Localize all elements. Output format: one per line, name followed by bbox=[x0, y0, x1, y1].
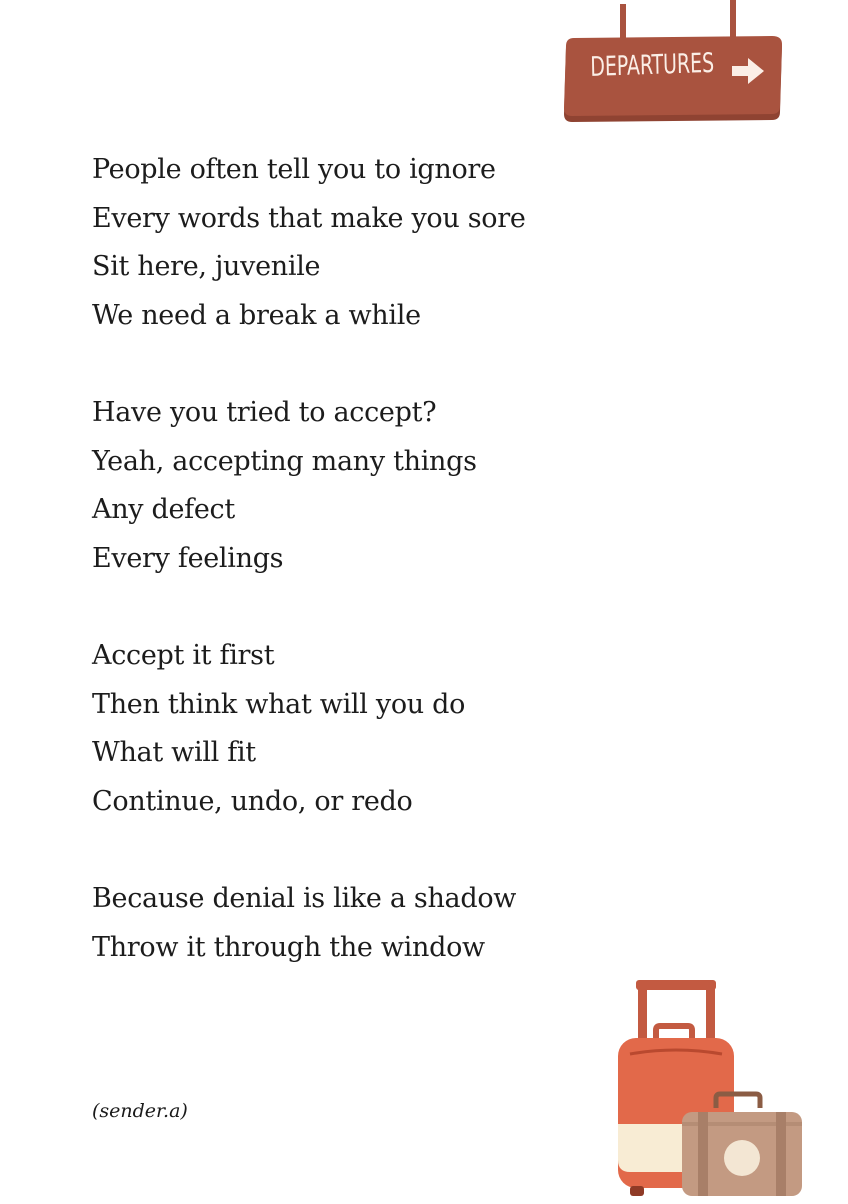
luggage-illustration bbox=[600, 972, 810, 1200]
suitcase-icon bbox=[600, 972, 810, 1200]
departures-sign-label: DEPARTURES bbox=[590, 47, 715, 83]
stanza bbox=[92, 875, 612, 972]
poem-line: Have you tried to accept? bbox=[92, 396, 437, 428]
stanza bbox=[92, 632, 612, 826]
poem-line: Every feelings bbox=[92, 542, 284, 574]
poem-line: Then think what will you do bbox=[92, 688, 466, 720]
poem-line: Throw it through the window bbox=[92, 931, 485, 963]
stanza bbox=[92, 146, 612, 340]
poem bbox=[92, 146, 612, 972]
poem-line: Sit here, juvenile bbox=[92, 251, 321, 283]
stanza-break bbox=[92, 340, 612, 389]
stanza bbox=[92, 389, 612, 583]
poem-line: People often tell you to ignore bbox=[92, 154, 496, 185]
departures-sign bbox=[560, 0, 790, 125]
author-signature: (sender.a) bbox=[92, 1100, 188, 1122]
poem-line: Continue, undo, or redo bbox=[92, 785, 413, 817]
poem-line: Every words that make you sore bbox=[92, 202, 526, 234]
stanza-break bbox=[92, 583, 612, 632]
poem-line: Accept it first bbox=[92, 639, 275, 671]
poem-line: Any defect bbox=[92, 494, 235, 526]
stanza-break bbox=[92, 826, 612, 875]
poem-line: Yeah, accepting many things bbox=[92, 445, 477, 477]
poem-line: What will fit bbox=[92, 737, 256, 769]
poem-line: Because denial is like a shadow bbox=[92, 882, 517, 914]
poem-line: We need a break a while bbox=[92, 299, 421, 331]
